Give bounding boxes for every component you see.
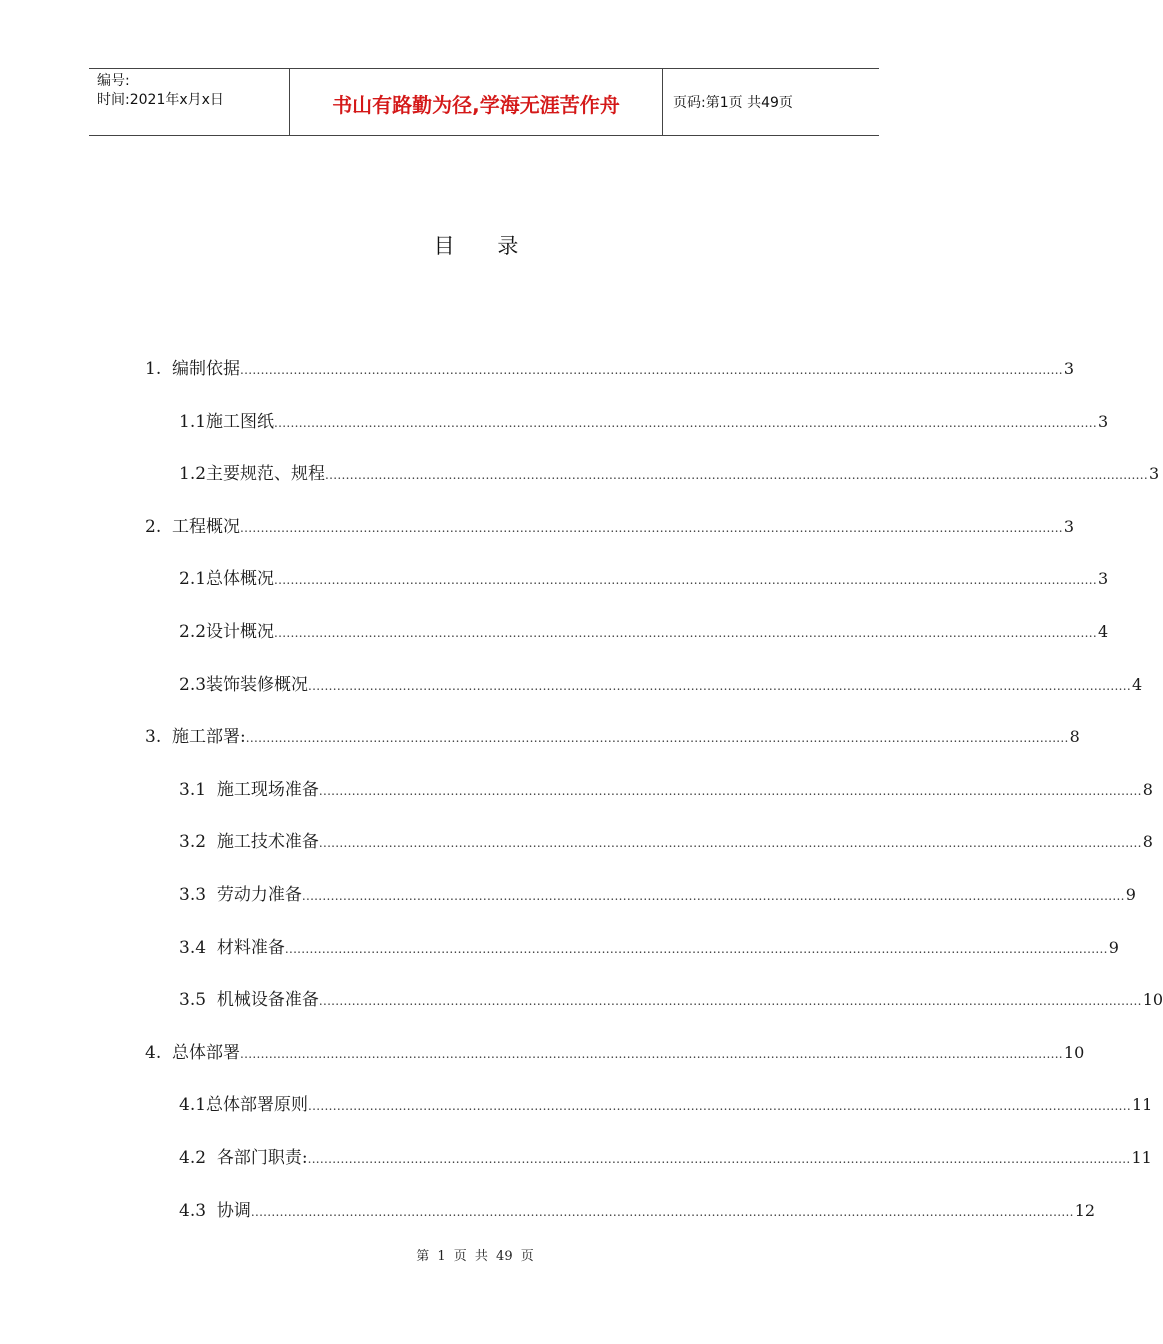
toc-entry-page: 9 <box>1125 885 1136 904</box>
toc-entry[interactable] <box>179 1146 1152 1170</box>
header-motto: 书山有路勤为径,学海无涯苦作舟 <box>290 69 663 135</box>
toc-entry-page: 3 <box>1097 569 1109 588</box>
toc-entry[interactable] <box>179 1199 1096 1223</box>
toc-entry-label: 4. 总体部署 <box>145 1043 241 1063</box>
toc-leader-dots: ........................................................................................................................................................................................................ <box>245 731 1069 745</box>
toc-leader-dots: ........................................................................................................................................................................................................ <box>318 784 1142 798</box>
toc-entry-label: 4.1总体部署原则 <box>179 1095 309 1115</box>
toc-leader-dots: ........................................................................................................................................................................................................ <box>318 836 1142 850</box>
toc-entry-label: 3.3 劳动力准备 <box>179 885 302 905</box>
toc-entry[interactable] <box>179 778 1153 802</box>
toc-entry-page: 8 <box>1142 832 1153 851</box>
toc-leader-dots: ........................................................................................................................................................................................................ <box>325 468 1148 482</box>
toc-entry[interactable] <box>145 515 1075 539</box>
toc-leader-dots: ........................................................................................................................................................................................................ <box>240 363 1063 377</box>
toc-entry[interactable] <box>145 1041 1085 1065</box>
header-page-info: 页码:第1页 共49页 <box>673 95 793 111</box>
toc-entry[interactable] <box>179 567 1109 591</box>
toc-entry-page: 12 <box>1074 1201 1096 1220</box>
toc-entry-page: 11 <box>1131 1148 1152 1167</box>
toc-entry-label: 2.3装饰装修概况 <box>179 675 309 695</box>
toc-entry[interactable] <box>179 830 1153 854</box>
toc-entry-page: 8 <box>1142 780 1153 799</box>
toc-entry[interactable] <box>145 357 1075 381</box>
toc-entry-label: 3.5 机械设备准备 <box>179 990 319 1010</box>
toc-entry-label: 3.2 施工技术准备 <box>179 832 319 852</box>
toc-entry-label: 2.1总体概况 <box>179 569 275 589</box>
toc-entry-label: 2. 工程概况 <box>145 517 241 537</box>
toc-entry-page: 3 <box>1148 464 1160 483</box>
toc-title: 目 录 <box>433 234 537 258</box>
toc-entry-label: 4.2 各部门职责: <box>179 1148 308 1168</box>
toc-entry-page: 11 <box>1131 1095 1153 1114</box>
toc-entry-label: 4.3 协调 <box>179 1201 251 1221</box>
toc-leader-dots: ........................................................................................................................................................................................................ <box>318 994 1142 1008</box>
toc-entry[interactable] <box>179 462 1160 486</box>
page-footer: 第 1 页 共 49 页 <box>416 1249 534 1264</box>
toc-leader-dots: ........................................................................................................................................................................................................ <box>307 1152 1131 1166</box>
toc-entry-page: 4 <box>1097 622 1109 641</box>
toc-leader-dots: ........................................................................................................................................................................................................ <box>274 626 1097 640</box>
toc-leader-dots: ........................................................................................................................................................................................................ <box>284 942 1108 956</box>
document-code-label: 编号: <box>97 73 130 89</box>
toc-leader-dots: ........................................................................................................................................................................................................ <box>308 679 1131 693</box>
toc-entry-label: 1. 编制依据 <box>145 359 241 379</box>
toc-entry-page: 10 <box>1142 990 1163 1009</box>
toc-entry[interactable] <box>179 988 1163 1012</box>
page-header <box>89 68 879 136</box>
toc-entry-label: 3.1 施工现场准备 <box>179 780 319 800</box>
toc-entry[interactable] <box>145 725 1080 749</box>
toc-entry[interactable] <box>179 1093 1153 1117</box>
toc-entry-page: 3 <box>1063 517 1075 536</box>
toc-entry-page: 4 <box>1131 675 1143 694</box>
toc-entry-label: 3.4 材料准备 <box>179 938 285 958</box>
header-meta <box>89 69 290 135</box>
toc-entry[interactable] <box>179 410 1109 434</box>
toc-entry-page: 8 <box>1069 727 1080 746</box>
toc-entry-page: 3 <box>1097 412 1109 431</box>
document-date: 时间:2021年x月x日 <box>97 92 224 108</box>
toc-leader-dots: ........................................................................................................................................................................................................ <box>240 1047 1063 1061</box>
toc-leader-dots: ........................................................................................................................................................................................................ <box>250 1205 1074 1219</box>
toc-entry[interactable] <box>179 620 1109 644</box>
toc-entry[interactable] <box>179 936 1119 960</box>
toc-leader-dots: ........................................................................................................................................................................................................ <box>274 573 1097 587</box>
toc-entry[interactable] <box>179 673 1143 697</box>
toc-leader-dots: ........................................................................................................................................................................................................ <box>301 889 1125 903</box>
toc-entry-label: 1.1施工图纸 <box>179 412 275 432</box>
toc-leader-dots: ........................................................................................................................................................................................................ <box>274 416 1097 430</box>
toc-entry-label: 1.2主要规范、规程 <box>179 464 326 484</box>
toc-entry-page: 3 <box>1063 359 1075 378</box>
toc-leader-dots: ........................................................................................................................................................................................................ <box>240 521 1063 535</box>
toc-entry-page: 10 <box>1063 1043 1085 1062</box>
toc-entry-label: 2.2设计概况 <box>179 622 275 642</box>
toc-entry-page: 9 <box>1108 938 1119 957</box>
toc-entry[interactable] <box>179 883 1136 907</box>
toc-entry-label: 3. 施工部署: <box>145 727 246 747</box>
toc-leader-dots: ........................................................................................................................................................................................................ <box>308 1099 1131 1113</box>
